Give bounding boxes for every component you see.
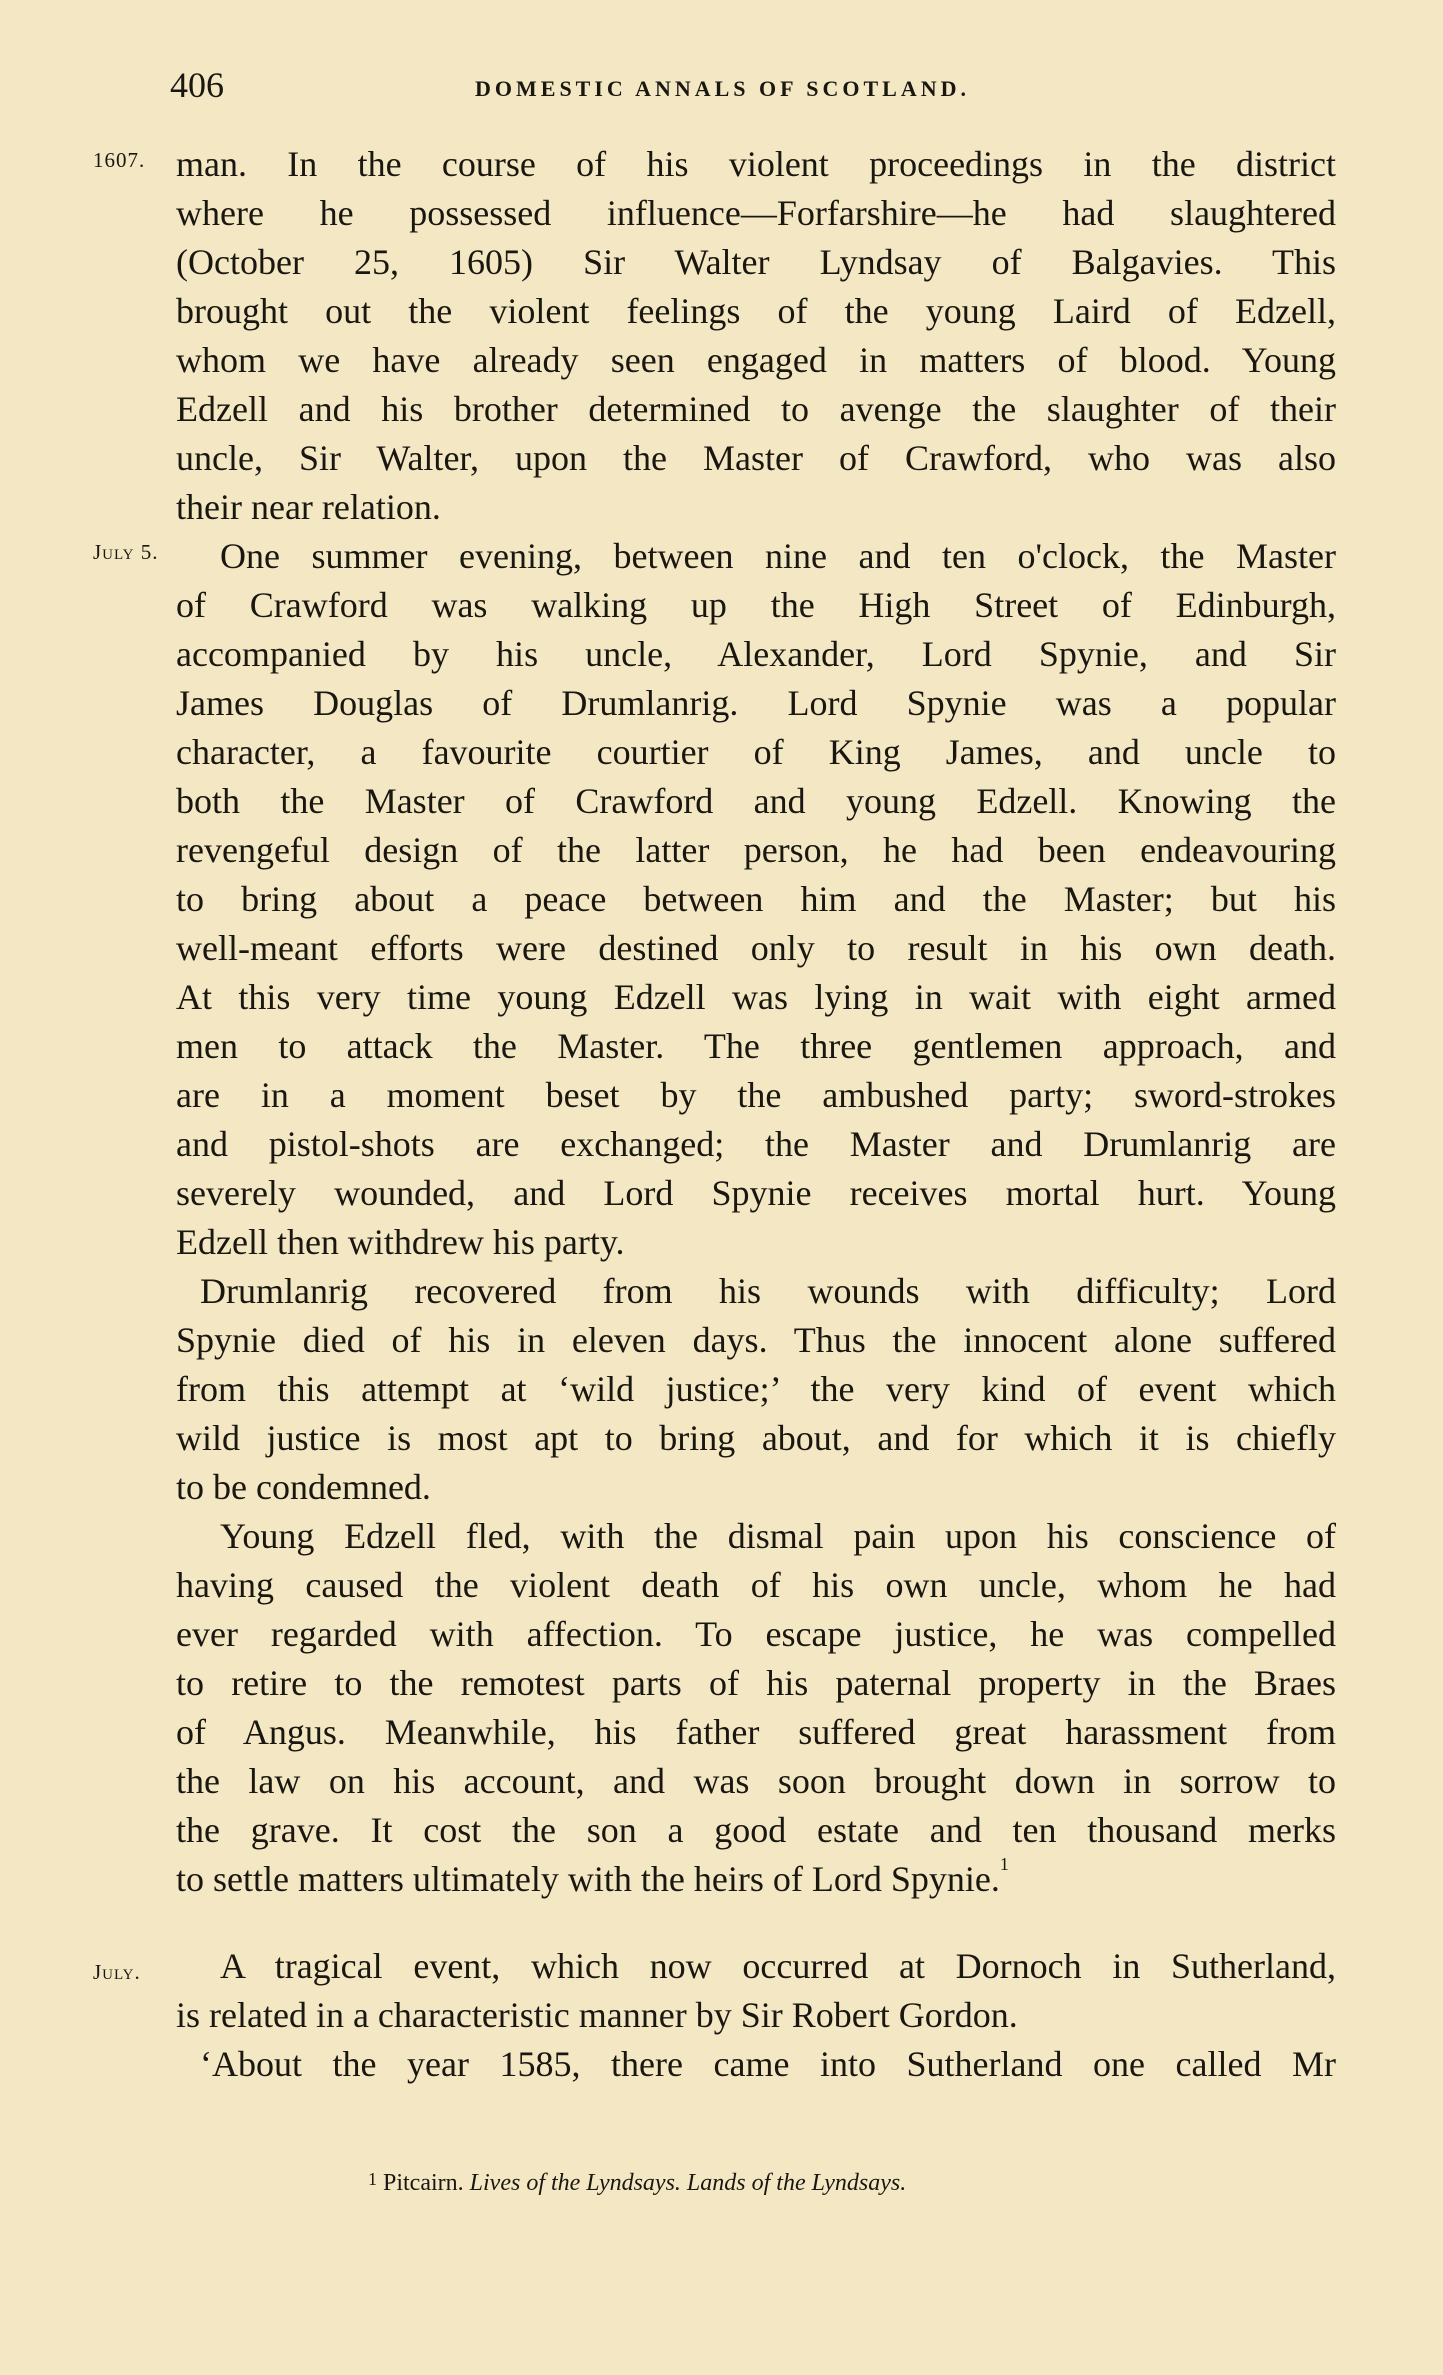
page-header	[170, 64, 1350, 114]
text-line-with-footnote	[176, 1855, 1336, 1904]
text-line: A tragical event, which now occurred at Dornoch in Sutherland,	[220, 1946, 1336, 1986]
text-line: their near relation.	[176, 487, 441, 527]
text-line: whom we have already seen engaged in matters of blood. Young	[176, 340, 1336, 380]
text-line: One summer evening, between nine and ten o'clock, the Master	[220, 536, 1336, 576]
text-line: ever regarded with affection. To escape justice, he was compelled	[176, 1614, 1336, 1654]
text-line: men to attack the Master. The three gentlemen approach, and	[176, 1026, 1336, 1066]
text-line: the grave. It cost the son a good estate and ten thousand merks	[176, 1810, 1336, 1850]
text-line: where he possessed influence—Forfarshire—he had slaughtered	[176, 193, 1336, 233]
text-line: uncle, Sir Walter, upon the Master of Crawford, who was also	[176, 438, 1336, 478]
text-line: At this very time young Edzell was lying in wait with eight armed	[176, 977, 1336, 1017]
text-line: Young Edzell fled, with the dismal pain upon his conscience of	[220, 1516, 1336, 1556]
body-text	[176, 140, 1336, 2089]
text-line: and pistol-shots are exchanged; the Master and Drumlanrig are	[176, 1124, 1336, 1164]
text-line: the law on his account, and was soon brought down in sorrow to	[176, 1761, 1336, 1801]
text-line: to bring about a peace between him and the Master; but his	[176, 879, 1336, 919]
text-line: accompanied by his uncle, Alexander, Lord Spynie, and Sir	[176, 634, 1336, 674]
text-line: character, a favourite courtier of King James, and uncle to	[176, 732, 1336, 772]
text-line: Edzell and his brother determined to avenge the slaughter of their	[176, 389, 1336, 429]
paragraph-gap	[176, 1904, 1336, 1942]
text-line: is related in a characteristic manner by Sir Robert Gordon.	[176, 1995, 1018, 2035]
page-number: 406	[170, 65, 224, 105]
footnote-reference: 1	[999, 1854, 1009, 1874]
text-line: Drumlanrig recovered from his wounds with difficulty; Lord	[200, 1271, 1336, 1311]
margin-note-year: 1607.	[93, 148, 146, 172]
footnote-marker: 1	[368, 2169, 377, 2189]
text-line: Edzell then withdrew his party.	[176, 1222, 625, 1262]
text-line: severely wounded, and Lord Spynie receives mortal hurt. Young	[176, 1173, 1336, 1213]
footnote-author: Pitcairn.	[383, 2170, 464, 2196]
footnote-title-1: Lives of the Lyndsays.	[469, 2170, 681, 2196]
text-line: to retire to the remotest parts of his paternal property in the Braes	[176, 1663, 1336, 1703]
text-line-content: to settle matters ultimately with the heirs of Lord Spynie.	[176, 1859, 1000, 1899]
text-line: both the Master of Crawford and young Edzell. Knowing the	[176, 781, 1336, 821]
text-line: brought out the violent feelings of the young Laird of Edzell,	[176, 291, 1336, 331]
text-line: of Angus. Meanwhile, his father suffered great harassment from	[176, 1712, 1336, 1752]
text-line: (October 25, 1605) Sir Walter Lyndsay of Balgavies. This	[176, 242, 1336, 282]
margin-note-date: July 5.	[93, 540, 159, 564]
text-line: Spynie died of his in eleven days. Thus the innocent alone suffered	[176, 1320, 1336, 1360]
footnote	[368, 2170, 906, 2197]
text-line: wild justice is most apt to bring about, and for which it is chiefly	[176, 1418, 1336, 1458]
text-line: ‘About the year 1585, there came into Sutherland one called Mr	[200, 2044, 1336, 2084]
text-line: of Crawford was walking up the High Street of Edinburgh,	[176, 585, 1336, 625]
text-line: are in a moment beset by the ambushed party; sword-strokes	[176, 1075, 1336, 1115]
text-line: well-meant efforts were destined only to result in his own death.	[176, 928, 1336, 968]
text-line: James Douglas of Drumlanrig. Lord Spynie was a popular	[176, 683, 1336, 723]
text-line: having caused the violent death of his own uncle, whom he had	[176, 1565, 1336, 1605]
margin-note-month: July.	[93, 1960, 141, 1984]
text-line: to be condemned.	[176, 1467, 431, 1507]
running-head: DOMESTIC ANNALS OF SCOTLAND.	[475, 76, 971, 101]
text-line: revengeful design of the latter person, he had been endeavouring	[176, 830, 1336, 870]
text-line: man. In the course of his violent proceedings in the district	[176, 144, 1336, 184]
text-line: from this attempt at ‘wild justice;’ the very kind of event which	[176, 1369, 1336, 1409]
footnote-title-2: Lands of the Lyndsays.	[686, 2170, 907, 2196]
